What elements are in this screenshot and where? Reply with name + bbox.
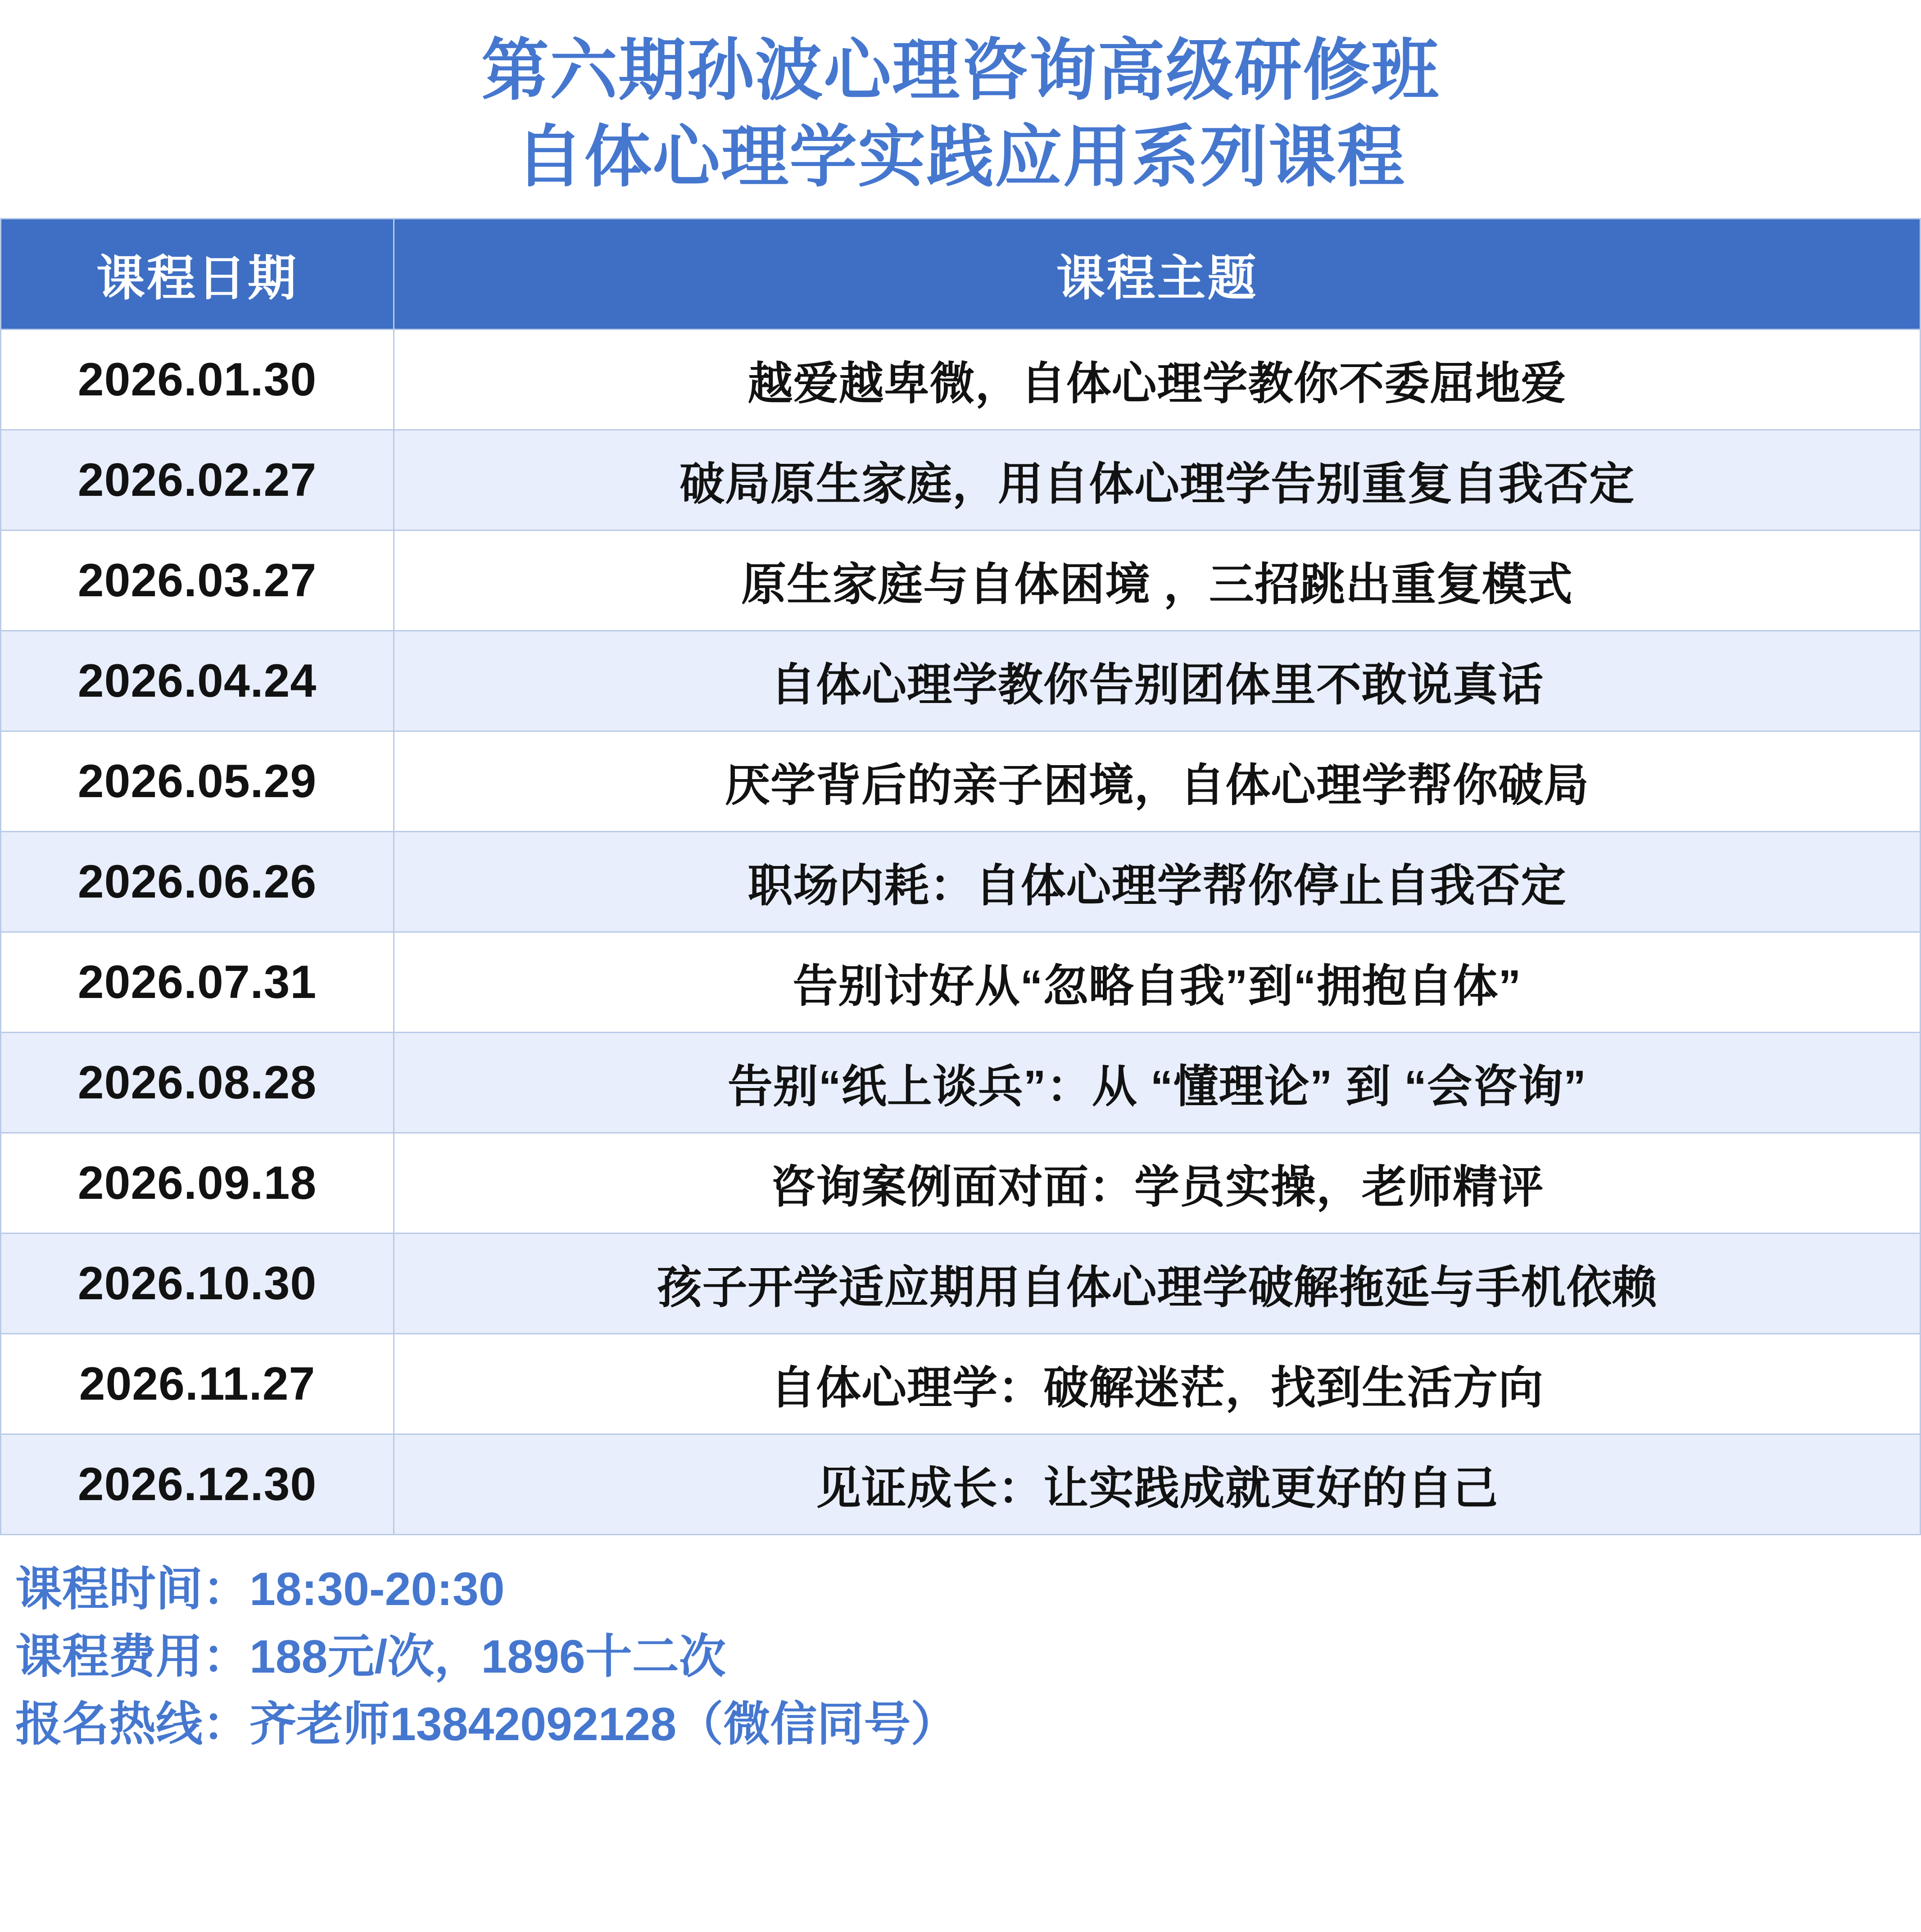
cell-topic: 自体心理学教你告别团体里不敢说真话: [394, 631, 1921, 731]
cell-date: 2026.01.30: [1, 330, 394, 430]
cell-topic: 自体心理学：破解迷茫，找到生活方向: [394, 1334, 1921, 1434]
table-row: [1, 832, 1921, 932]
cell-date: 2026.05.29: [1, 731, 394, 832]
schedule-table: [0, 218, 1921, 1535]
cell-date: 2026.12.30: [1, 1434, 394, 1535]
table-row: [1, 1133, 1921, 1234]
cell-date: 2026.07.31: [1, 932, 394, 1033]
table-row: [1, 1033, 1921, 1133]
table-row: [1, 531, 1921, 631]
cell-date: 2026.06.26: [1, 832, 394, 932]
cell-date: 2026.08.28: [1, 1033, 394, 1133]
cell-topic: 告别讨好从“忽略自我”到“拥抱自体”: [394, 932, 1921, 1033]
table-header-row: [1, 219, 1921, 330]
cell-date: 2026.03.27: [1, 531, 394, 631]
footer-info: [0, 1535, 1921, 1767]
cell-topic: 越爱越卑微，自体心理学教你不委屈地爱: [394, 330, 1921, 430]
cell-date: 2026.09.18: [1, 1133, 394, 1234]
table-row: [1, 731, 1921, 832]
title-line-1: 第六期孙波心理咨询高级研修班: [481, 32, 1440, 108]
cell-date: 2026.04.24: [1, 631, 394, 731]
table-row: [1, 430, 1921, 531]
course-time-line: 课程时间：18:30-20:30: [15, 1563, 505, 1615]
cell-date: 2026.02.27: [1, 430, 394, 531]
table-body: [1, 330, 1921, 1535]
cell-topic: 职场内耗：自体心理学帮你停止自我否定: [394, 832, 1921, 932]
cell-topic: 见证成长：让实践成就更好的自己: [394, 1434, 1921, 1535]
cell-topic: 厌学背后的亲子困境，自体心理学帮你破局: [394, 731, 1921, 832]
cell-topic: 原生家庭与自体困境 ，三招跳出重复模式: [394, 531, 1921, 631]
cell-date: 2026.10.30: [1, 1234, 394, 1334]
column-header-topic: 课程主题: [394, 219, 1921, 330]
registration-hotline-line: 报名热线：齐老师13842092128（微信同号）: [15, 1698, 958, 1751]
table-row: [1, 631, 1921, 731]
page-title: [0, 0, 1921, 218]
cell-topic: 告别“纸上谈兵”：从 “懂理论” 到 “会咨询”: [394, 1033, 1921, 1133]
table-row: [1, 1234, 1921, 1334]
table-row: [1, 1334, 1921, 1434]
table-row: [1, 1434, 1921, 1535]
title-line-2: 自体心理学实践应用系列课程: [515, 119, 1405, 195]
course-fee-line: 课程费用：188元/次，1896十二次: [15, 1630, 726, 1683]
table-row: [1, 932, 1921, 1033]
column-header-date: 课程日期: [1, 219, 394, 330]
table-row: [1, 330, 1921, 430]
cell-topic: 破局原生家庭，用自体心理学告别重复自我否定: [394, 430, 1921, 531]
cell-topic: 咨询案例面对面：学员实操，老师精评: [394, 1133, 1921, 1234]
cell-topic: 孩子开学适应期用自体心理学破解拖延与手机依赖: [394, 1234, 1921, 1334]
table-header: [1, 219, 1921, 330]
cell-date: 2026.11.27: [1, 1334, 394, 1434]
